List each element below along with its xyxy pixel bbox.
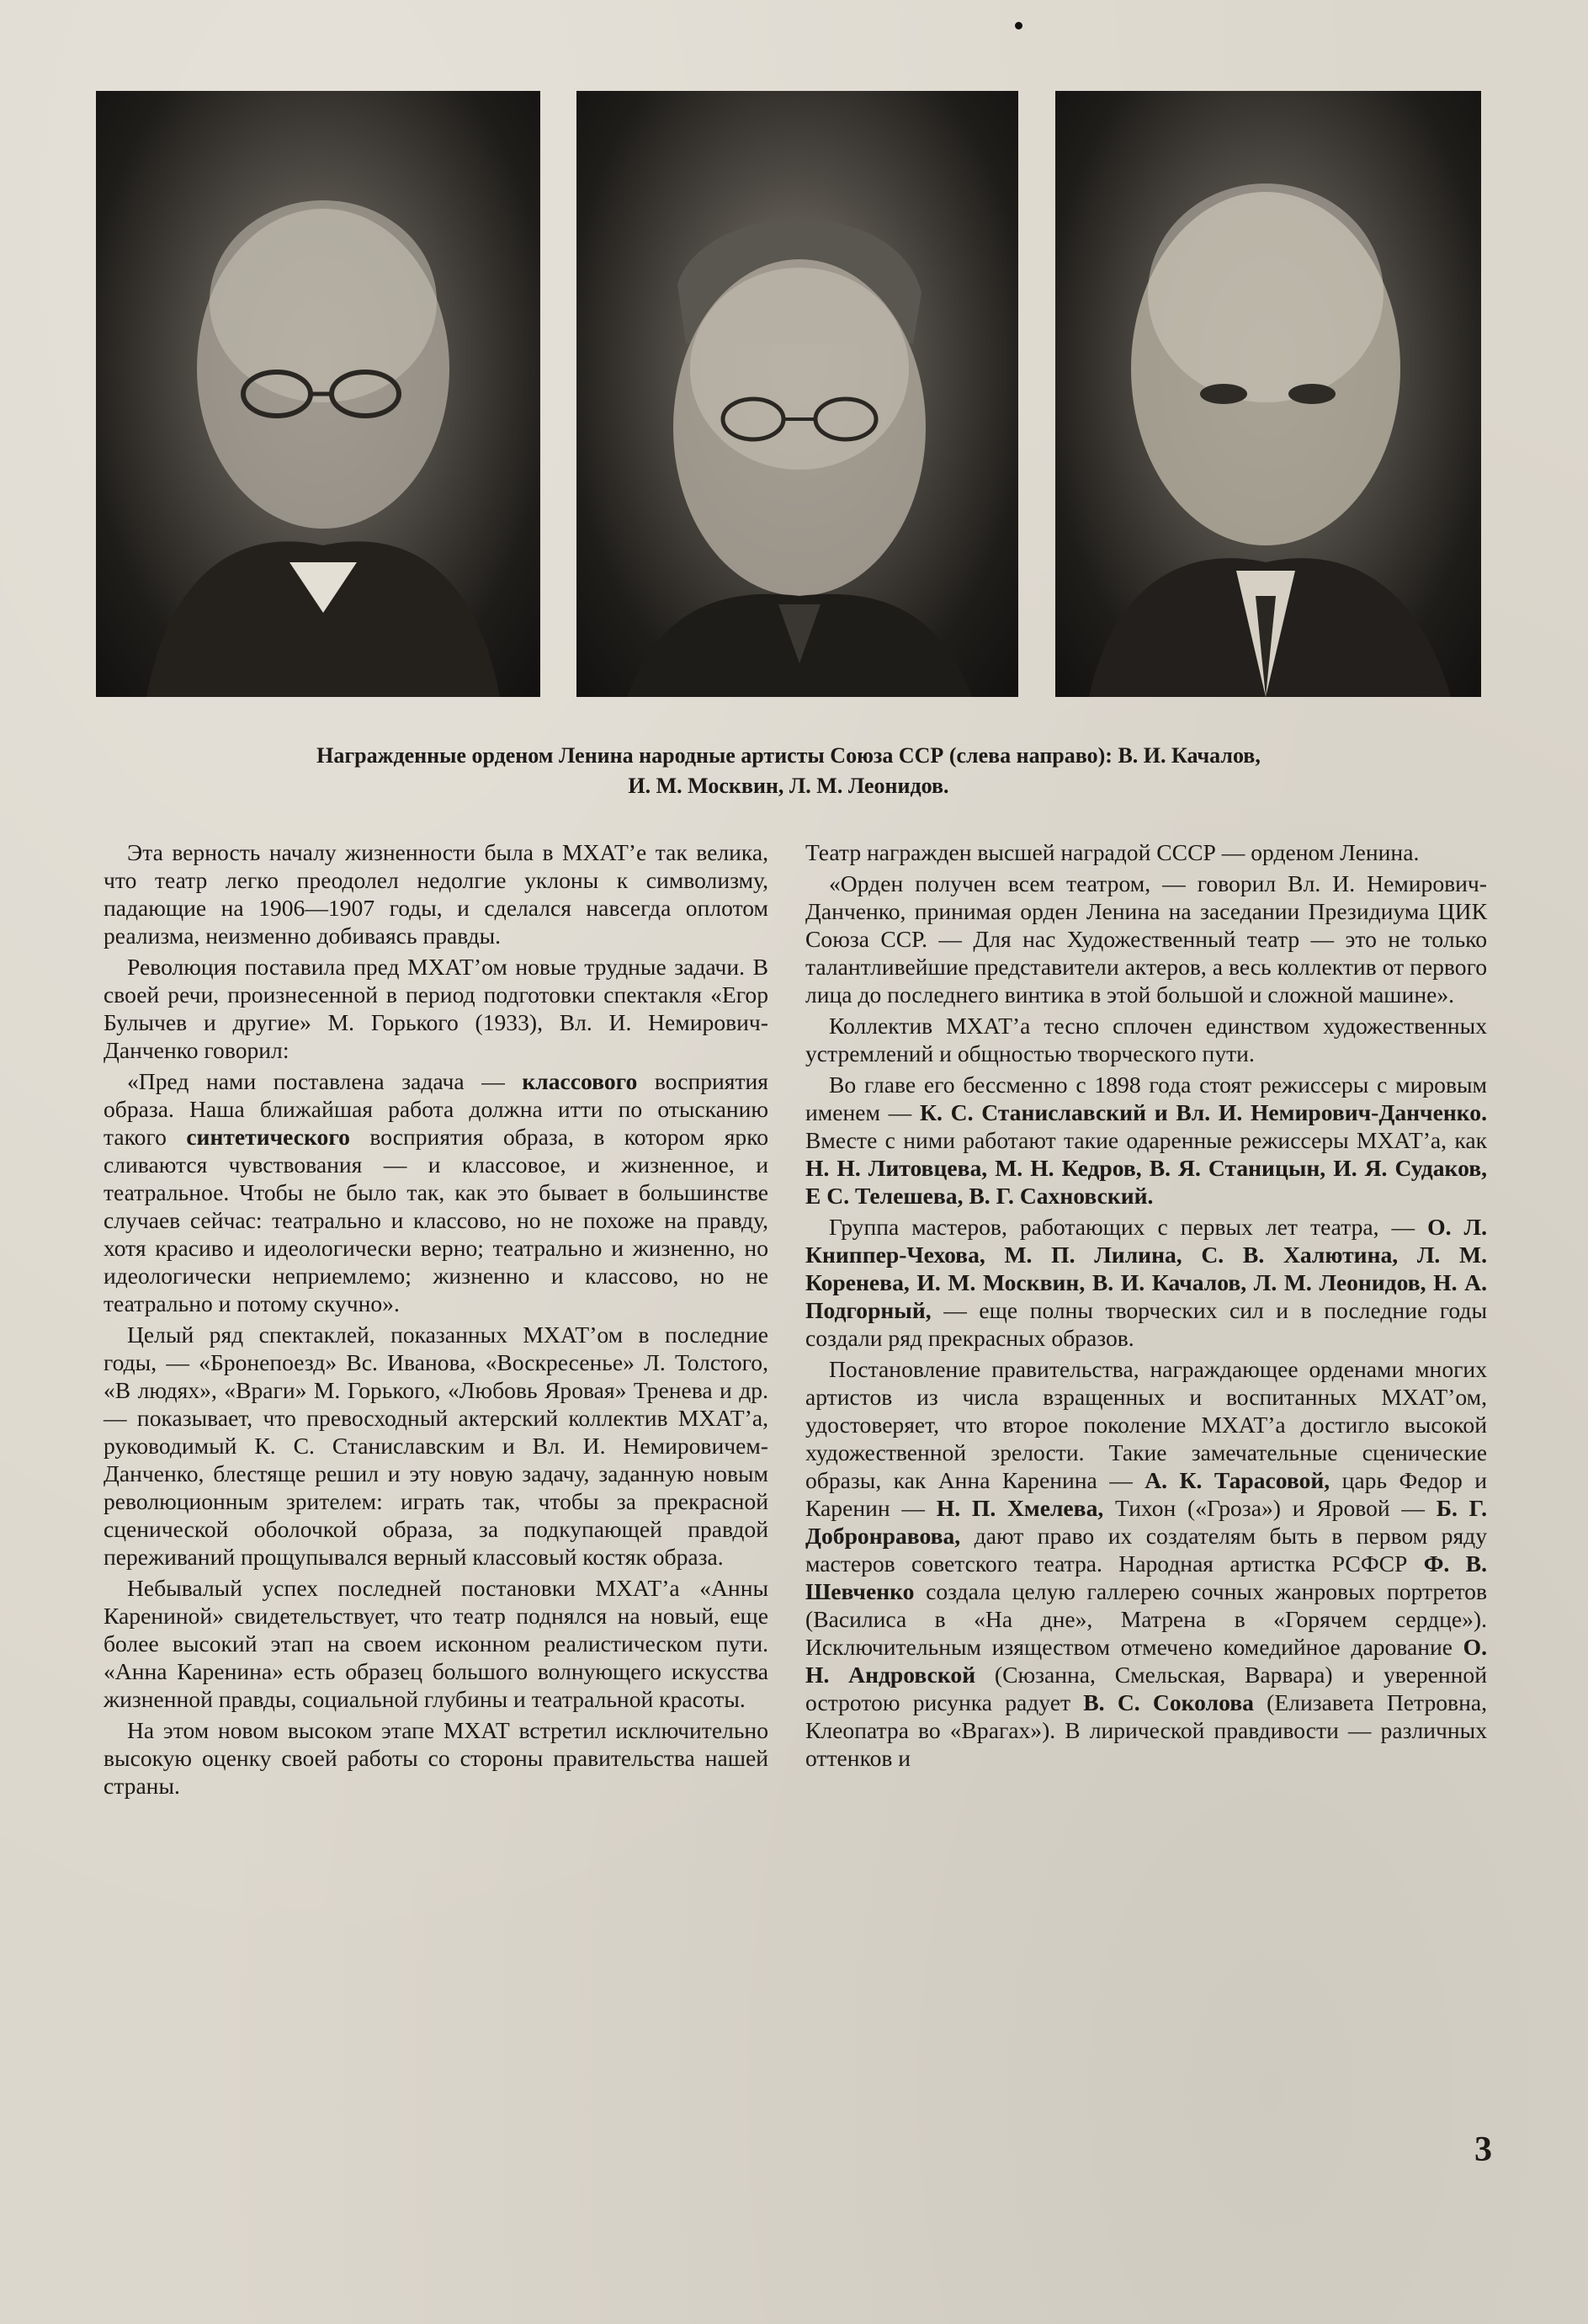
paragraph: «Орден получен всем театром, — говорил Вл. И. Немирович-Данченко, принимая орден Ленина на заседании Президиума ЦИК Союза ССР. — Для нас Художественный театр — это не только талантливейшие представители актеров, а весь коллектив от первого лица до последнего винтика в этой большой и сложной машине». [805,870,1487,1008]
caption-line-2: И. М. Москвин, Л. М. Леонидов. [628,774,949,798]
portrait-leonidov-image [1055,91,1481,697]
portrait-photo-moskvin [576,91,1018,697]
portrait-photo-leonidov [1055,91,1481,697]
caption-line-1: Награжденные орденом Ленина народные артисты Союза ССР (слева направо): В. И. Качалов, [316,743,1261,768]
article-left-column [104,838,768,1803]
portrait-photo-kachalov [96,91,540,697]
paragraph: Театр награжден высшей наградой СССР — орденом Ленина. [805,839,1420,865]
paragraph: Эта верность началу жизненности была в МХАТ’е так велика, что театр легко преодолел недолгие уклоны к символизму, падающие на 1906—1907 годы, и сделался навсегда оплотом реализма, неизменно добиваясь правды. [104,839,768,949]
paragraph: Целый ряд спектаклей, показанных МХАТ’ом в последние годы, — «Бронепоезд» Вс. Иванова, «Воскресенье» Л. Толстого, «В людях», «Враги» М. Горького, «Любовь Яровая» Тренева и др. — показывает, что превосходный актерский коллектив МХАТ’а, руководимый К. С. Станиславским и Вл. И. Немировичем-Данченко, блестяще решил и эту новую задачу, заданную новым революционным зрителем: играть так, чтобы за прекрасной сценической оболочкой образа, за подкупающей правдой переживаний прощупывался верный классовый костяк образа. [104,1322,768,1570]
paragraph: Коллектив МХАТ’а тесно сплочен единством художественных устремлений и общностью творческого пути. [805,1013,1487,1066]
paragraph-quote: «Пред нами поставлена задача — классового восприятия образа. Наша ближайшая работа должна итти по отысканию такого синтетического восприятия образа, в котором ярко сливаются чувствования — и классовое, и жизненное, и театральное. Чтобы не было так, как это бывает в большинстве случаев сейчас: театрально и классово, но не похоже на правду, хотя красиво и идеологически верно; театрально и жизненно, но идеологически неприемлемо; жизненно и классово, но не театрально и потому скучно». [104,1068,768,1316]
portrait-moskvin-image [576,91,1018,697]
portrait-kachalov-image [96,91,540,697]
paragraph: На этом новом высоком этапе МХАТ встретил исключительно высокую оценку своей работы со стороны правительства нашей страны. [104,1717,768,1799]
paragraph-directors: Во главе его бессменно с 1898 года стоят режиссеры с мировым именем — К. С. Станиславский и Вл. И. Немирович-Данченко. Вместе с ними работают такие одаренные режиссеры МХАТ’а, как Н. Н. Литовцева, М. Н. Кедров, В. Я. Станицын, И. Я. Судаков, Е С. Телешева, В. Г. Сахновский. [805,1072,1487,1209]
paragraph-masters: Группа мастеров, работающих с первых лет театра, — О. Л. Книппер-Чехова, М. П. Лилина, С. В. Халютина, Л. М. Коренева, И. М. Москвин, В. И. Качалов, Л. М. Леонидов, Н. А. Подгорный, — еще полны творческих сил и в последние годы создали ряд прекрасных образов. [805,1214,1487,1351]
print-speck [1015,22,1022,29]
paragraph: Небывалый успех последней постановки МХАТ’а «Анны Карениной» свидетельствует, что театр поднялся на новый, еще более высокий этап на своем исконном реалистическом пути. «Анна Каренина» есть образец большого волнующего искусства жизненной правды, социальной глубины и театральной красоты. [104,1575,768,1712]
page-number: 3 [1474,2130,1492,2169]
paragraph-second-generation: Постановление правительства, награждающее орденами многих артистов из числа взращенных и воспитанных МХАТ’ом, удостоверяет, что второе поколение МХАТ’а достигло высокой художественной зрелости. Такие замечательные сценические образы, как Анна Каренина — А. К. Тарасовой, царь Федор и Каренин — Н. П. Хмелева, Тихон («Гроза») и Яровой — Б. Г. Добронравова, дают право их создателям быть в первом ряду мастеров советского театра. Народная артистка РСФСР Ф. В. Шевченко создала целую галлерею сочных жанровых портретов (Василиса в «На дне», Матрена в «Горячем сердце»). Исключительным изяществом отмечено комедийное дарование О. Н. Андровской (Сюзанна, Смельская, Варвара) и уверенной остротою рисунка радует В. С. Соколова (Елизавета Петровна, Клеопатра во «Врагах»). В лирической правдивости — различных оттенков и [805,1356,1487,1771]
photo-caption [96,741,1481,801]
paragraph: Революция поставила пред МХАТ’ом новые трудные задачи. В своей речи, произнесенной в период подготовки спектакля «Егор Булычев и другие» М. Горького (1933), Вл. И. Немирович-Данченко говорил: [104,954,768,1063]
article-right-column [805,838,1487,1775]
